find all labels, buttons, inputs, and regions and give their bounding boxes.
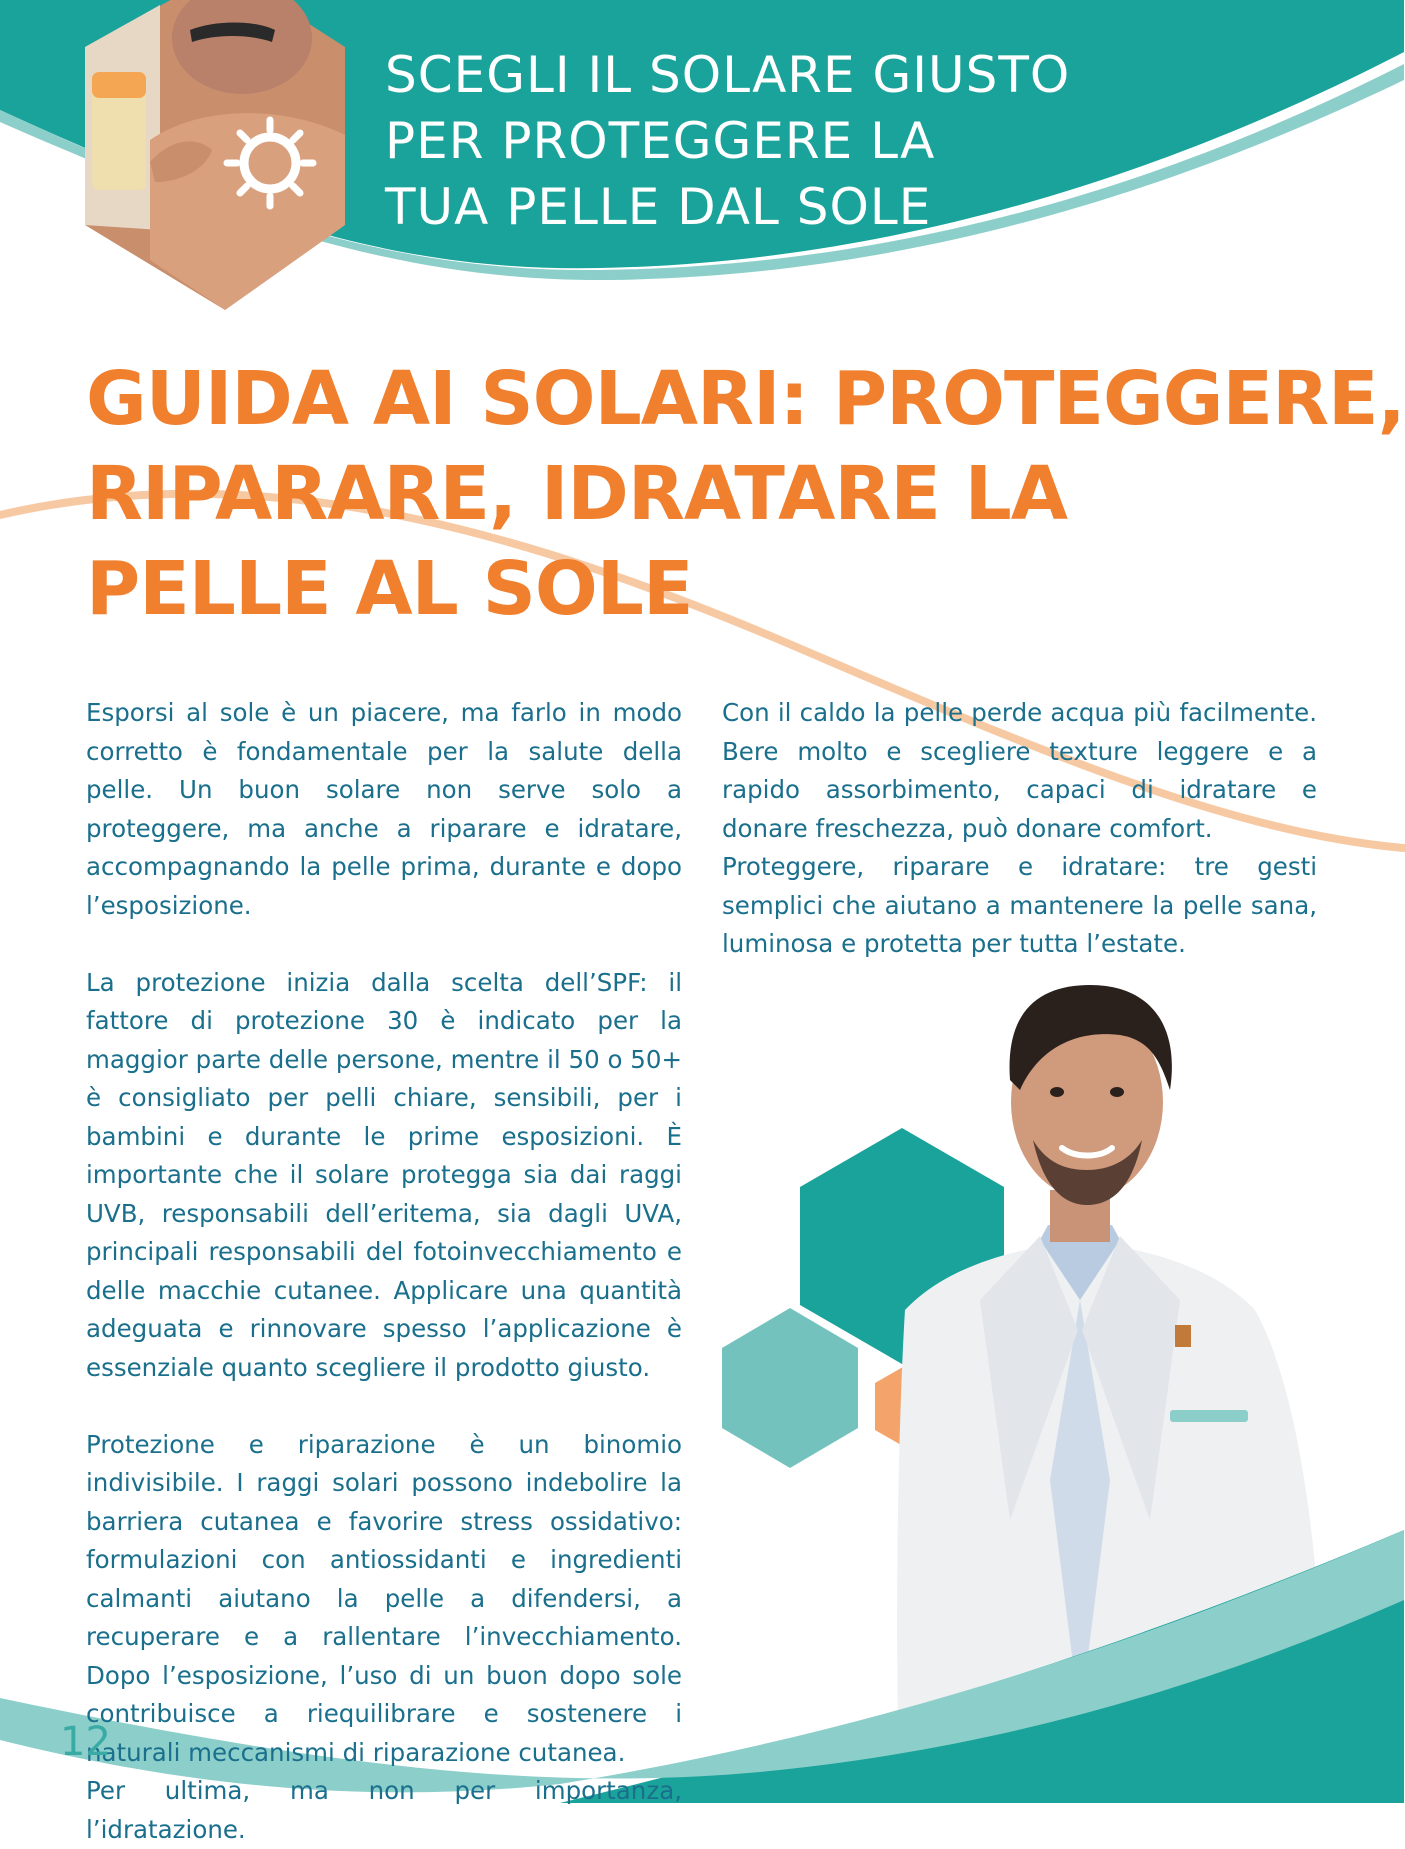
paragraph: Protezione e riparazione è un binomio indivisibile. I raggi solari possono indebolire la barriera cutanea e favorire stress ossidativo: formulazioni con antiossidanti e ingredienti calmanti aiutano la pelle a difendersi, a recuperare e a rallentare l’invecchiamento. Dopo l’esposizione, l’uso di un buon dopo sole contribuisce a riequilibrare e sostenere i naturali meccanismi di riparazione cutanea.	[86, 1429, 682, 1767]
article-title	[86, 352, 1405, 637]
paragraph: Esporsi al sole è un piacere, ma farlo in modo corretto è fondamentale per la salute della pelle. Un buon solare non serve solo a proteggere, ma anche a riparare e idratare, accompagnando la pelle prima, durante e dopo l’esposizione.	[86, 698, 682, 920]
header-title-line: PER PROTEGGERE LA	[385, 112, 936, 170]
header-title-line: TUA PELLE DAL SOLE	[385, 178, 932, 236]
paragraph: Con il caldo la pelle perde acqua più facilmente. Bere molto e scegliere texture leggere e a rapido assorbimento, capaci di idratare e donare freschezza, può donare comfort.	[722, 698, 1317, 843]
text-column-left	[86, 694, 682, 1849]
article-title-line: GUIDA AI SOLARI: PROTEGGERE,	[86, 356, 1405, 442]
paragraph: La protezione inizia dalla scelta dell’SPF: il fattore di protezione 30 è indicato per la maggior parte delle persone, mentre il 50 o 50+ è consigliato per pelli chiare, sensibili, per i bambini e durante le prime esposizioni. È importante che il solare protegga sia dai raggi UVB, responsabili dell’eritema, sia dagli UVA, principali responsabili del fotoinvecchiamento e delle macchie cutanee. Applicare una quantità adeguata e rinnovare spesso l’applicazione è essenziale quanto scegliere il prodotto giusto.	[86, 967, 682, 1382]
text-column-right	[722, 694, 1317, 964]
hexagon-teal-light	[722, 1308, 858, 1468]
sunscreen-photo	[85, 0, 345, 310]
article-title-line: RIPARARE, IDRATARE LA	[86, 451, 1068, 537]
article-title-line: PELLE AL SOLE	[86, 546, 693, 632]
header-title	[385, 42, 1085, 240]
page-number: 12	[60, 1719, 111, 1765]
paragraph: Proteggere, riparare e idratare: tre gesti semplici che aiutano a mantenere la pelle sana, luminosa e protetta per tutta l’estate.	[722, 852, 1317, 958]
header-title-line: SCEGLI IL SOLARE GIUSTO	[385, 46, 1071, 104]
paragraph: Per ultima, ma non per importanza, l’idratazione.	[86, 1776, 682, 1844]
